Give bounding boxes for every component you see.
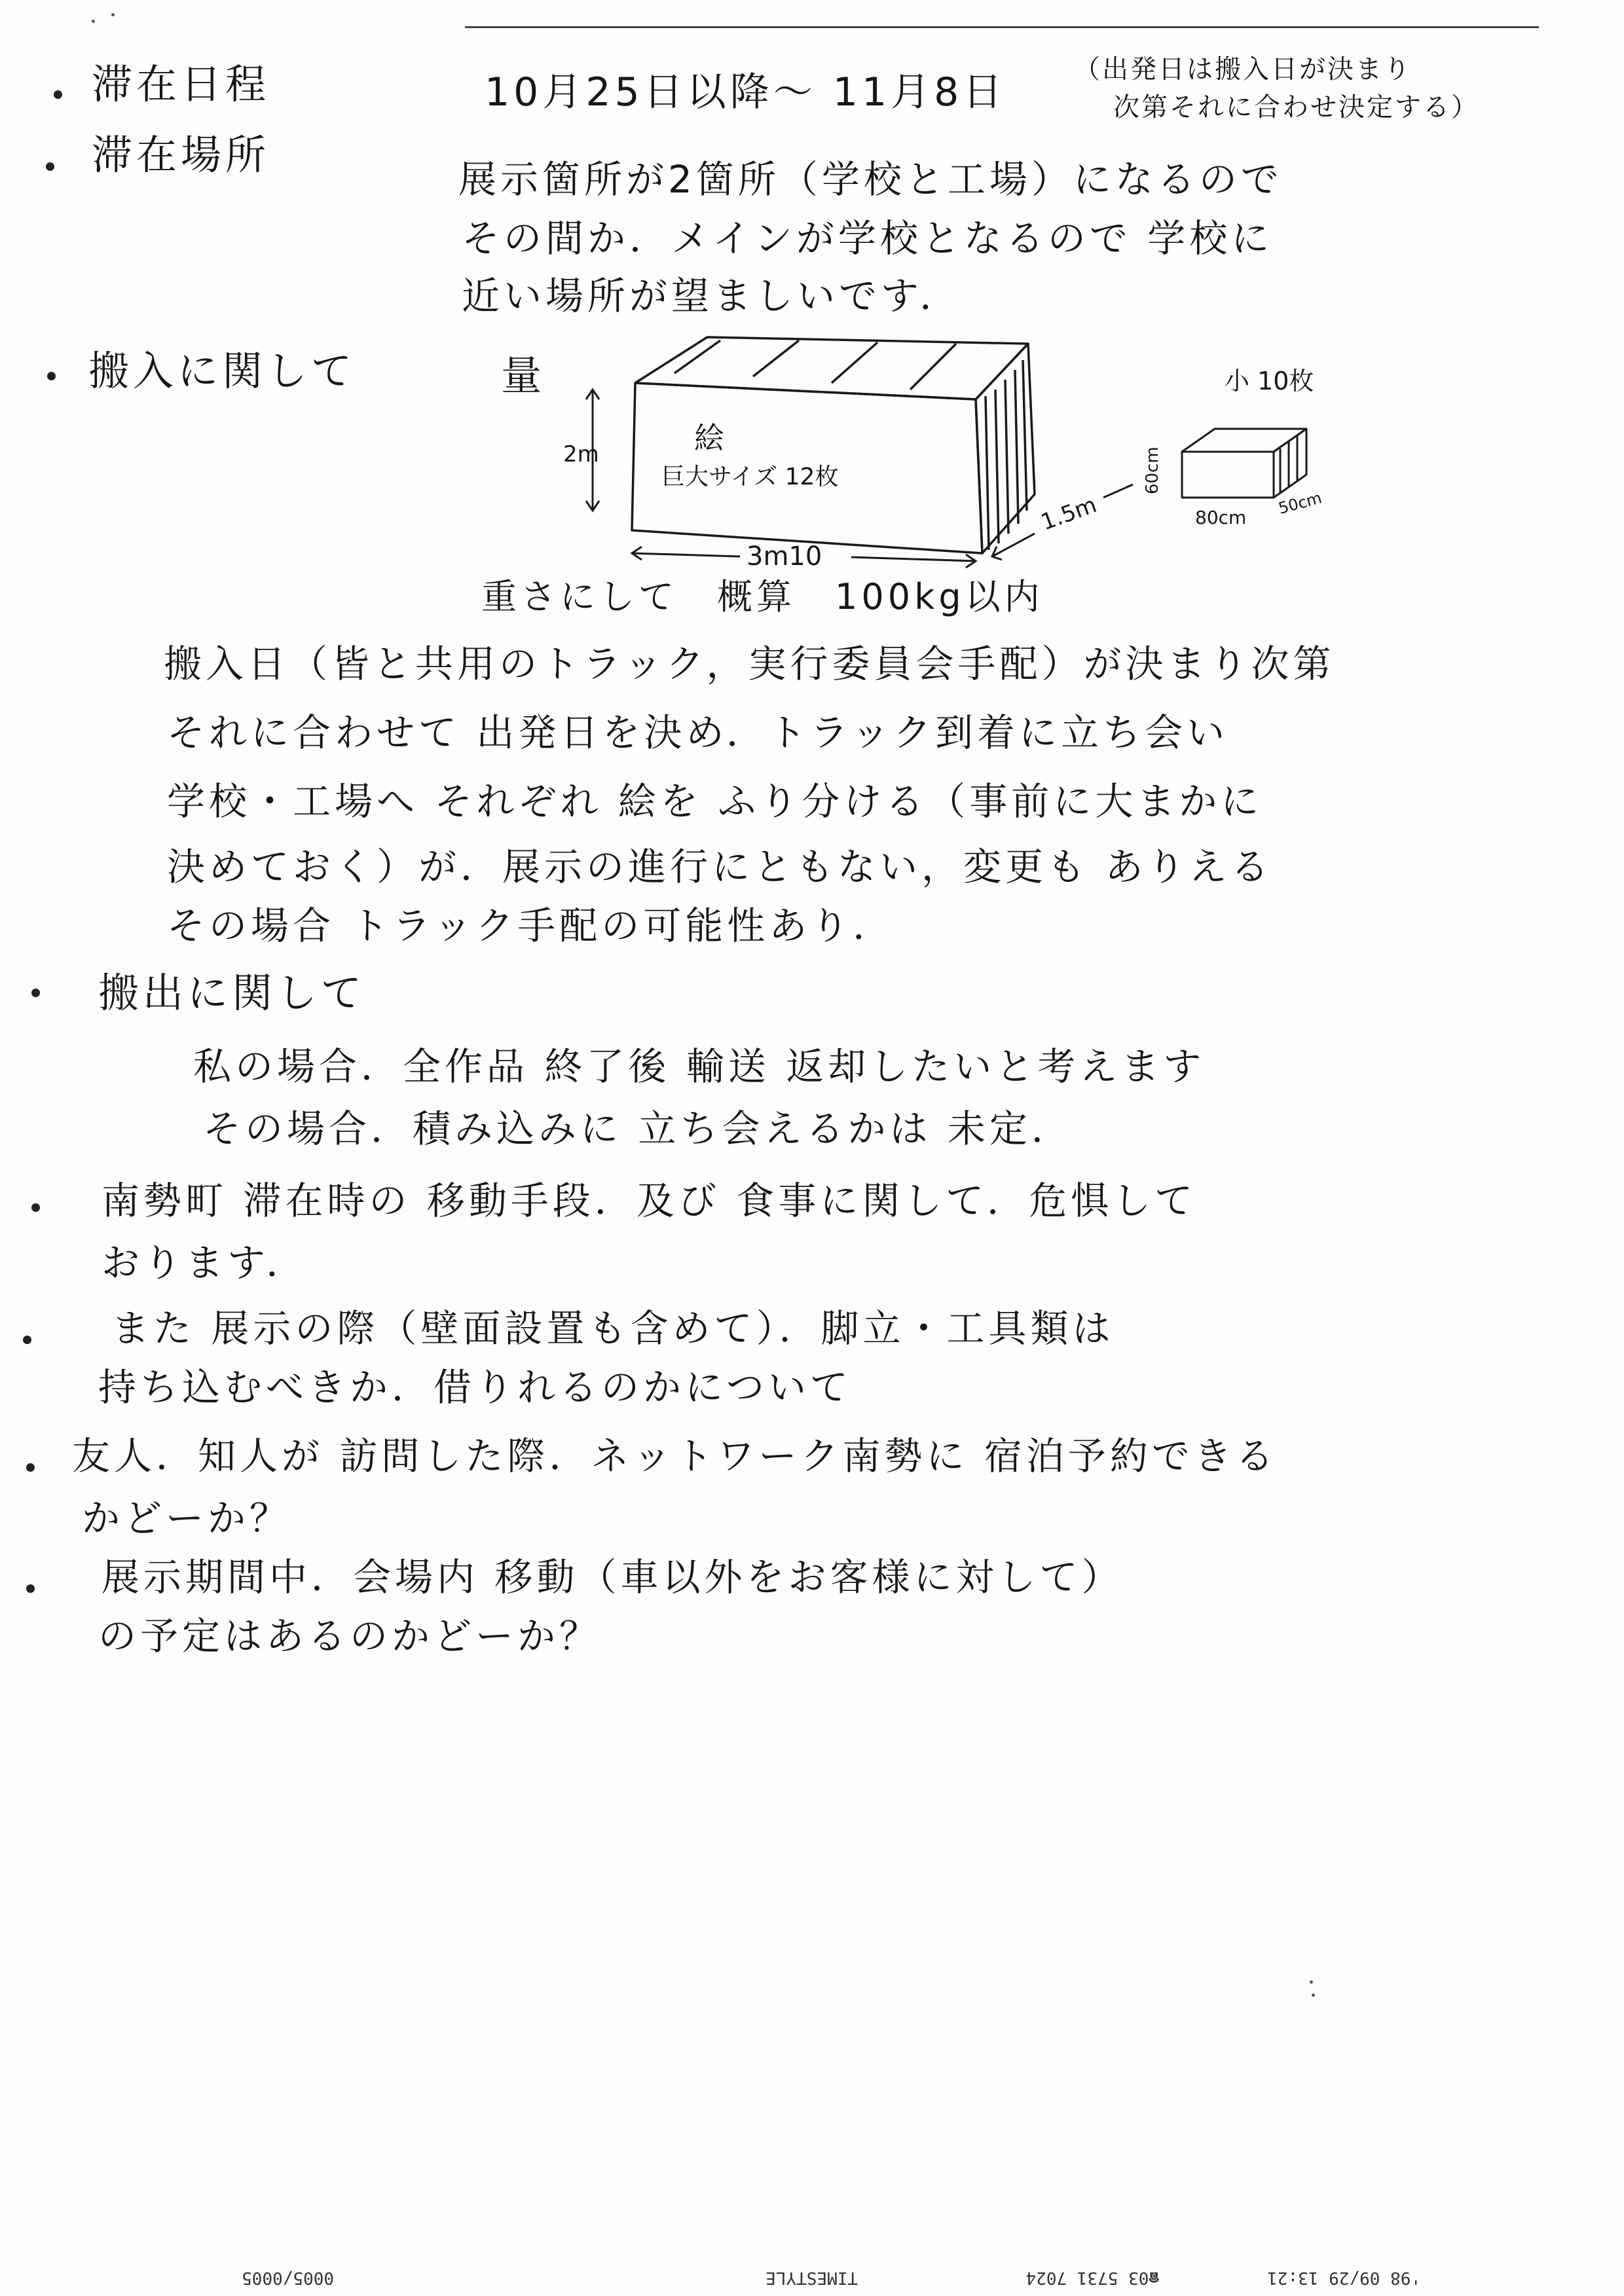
box-subtitle: 巨大サイズ 12枚: [661, 464, 839, 490]
q1-line-1: 南勢町 滞在時の 移動手段．及び 食事に関して．危惧して: [101, 1178, 1197, 1223]
scan-speck: [1312, 1994, 1315, 1997]
small-depth: 50cm: [1276, 488, 1324, 518]
fax-sender: TIMESTYLE: [766, 2268, 858, 2287]
bullet-carry-in: [47, 372, 56, 380]
stay-period-value: 10月25日以降～ 11月8日: [485, 69, 1006, 115]
bullet-q2: [23, 1336, 31, 1344]
stay-place-line-3: 近い場所が望ましいです．: [462, 274, 962, 318]
weight-line: 重さにして 概算 100kg以内: [481, 576, 1044, 617]
q4-line-2: の予定はあるのかどーか？: [98, 1614, 602, 1658]
carry-in-line-1: 搬入日（皆と共用のトラック，実行委員会手配）が決まり次第: [164, 642, 1335, 686]
bullet-carry-out: [31, 989, 40, 997]
stay-place-line-1: 展示箇所が2箇所（学校と工場）になるので: [458, 157, 1283, 202]
carry-in-line-2: それに合わせて 出発日を決め．トラック到着に立ち会い: [167, 710, 1228, 755]
width-label: 3m10: [747, 541, 822, 572]
carry-in-line-5: その場合 トラック手配の可能性あり．: [167, 903, 895, 948]
fax-footer: [177, 2264, 1421, 2287]
top-rule: [465, 26, 1539, 28]
q4-line-1: 展示期間中．会場内 移動（車以外をお客様に対して）: [101, 1555, 1124, 1599]
height-label: 2m: [563, 441, 599, 467]
fax-number: ☎03 5731 7024: [1025, 2268, 1159, 2287]
depth-label: 1.5m: [1037, 492, 1101, 536]
bullet-stay-place: [46, 162, 54, 171]
q2-line-1: また 展示の際（壁面設置も含めて）．脚立・工具類は: [111, 1306, 1115, 1351]
carry-out-line-2: その場合．積み込みに 立ち会えるかは 未定．: [203, 1106, 1073, 1151]
bullet-stay-period: [54, 90, 62, 99]
q1-line-2: おります．: [101, 1241, 308, 1285]
stay-period-label: 滞在日程: [92, 60, 270, 108]
quantity-label: 量: [501, 352, 542, 399]
box-title: 絵: [694, 420, 724, 456]
stay-place-line-2: その間か．メインが学校となるので 学校に: [462, 216, 1274, 261]
carry-in-label: 搬入に関して: [88, 347, 356, 395]
q2-line-2: 持ち込むべきか．借りれるのかについて: [98, 1365, 852, 1410]
fax-page: 0005/0005: [242, 2268, 334, 2287]
scan-speck: [111, 13, 115, 16]
carry-out-label: 搬出に関して: [98, 969, 366, 1017]
bullet-q4: [26, 1584, 35, 1593]
stay-period-note-2: 次第それに合わせ決定する）: [1113, 92, 1479, 122]
carry-in-line-4: 決めておく）が．展示の進行にともない，変更も ありえる: [167, 845, 1273, 889]
large-crate: [632, 337, 1035, 553]
bullet-q3: [26, 1463, 35, 1472]
q3-line-2: かどーか？: [82, 1496, 292, 1540]
small-width: 80cm: [1195, 507, 1247, 528]
stay-place-label: 滞在場所: [92, 131, 270, 179]
carry-out-line-1: 私の場合．全作品 終了後 輸送 返却したいと考えます: [193, 1044, 1206, 1089]
stay-period-note-1: （出発日は搬入日が決まり: [1074, 54, 1412, 84]
small-label: 小 10枚: [1225, 367, 1314, 395]
scan-speck: [92, 20, 95, 23]
scan-speck: [1310, 1980, 1313, 1984]
fax-datetime: '98 09/29 13:21: [1267, 2268, 1421, 2287]
small-height: 60cm: [1143, 446, 1162, 494]
q3-line-1: 友人．知人が 訪問した際．ネットワーク南勢に 宿泊予約できる: [72, 1434, 1278, 1478]
small-crate: [1182, 429, 1306, 498]
bullet-q1: [31, 1203, 40, 1212]
carry-in-line-3: 学校・工場へ それぞれ 絵を ふり分ける（事前に大まかに: [167, 779, 1263, 824]
